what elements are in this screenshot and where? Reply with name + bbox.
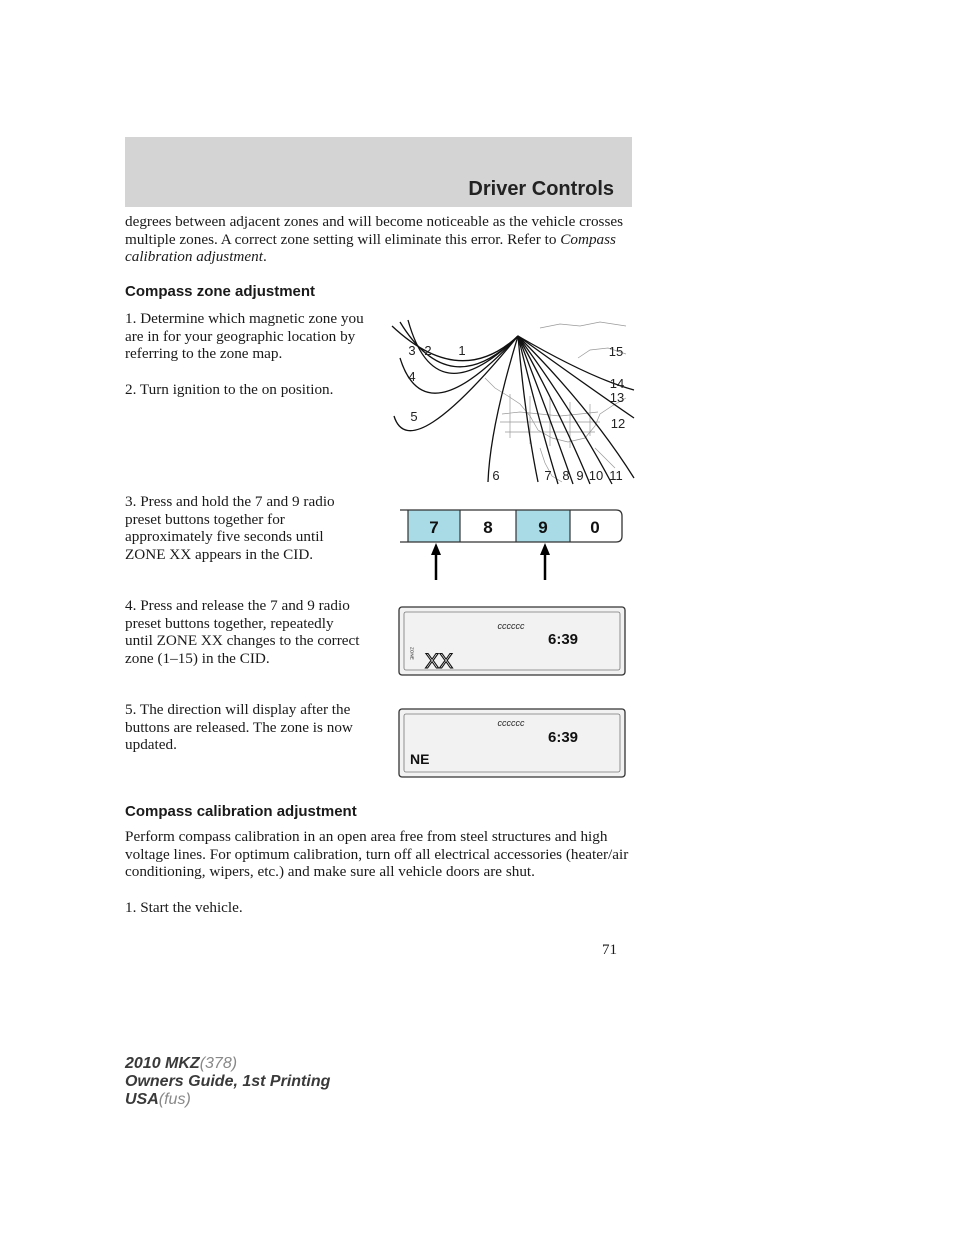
zone-label-1: 1 xyxy=(458,343,466,358)
cid-zone-value: XX xyxy=(425,650,454,673)
zone-label-14: 14 xyxy=(609,376,625,391)
arrow-up-icon xyxy=(431,543,441,580)
zone-label-3: 3 xyxy=(408,343,416,358)
preset-button-0: 0 xyxy=(590,518,600,537)
preset-button-8: 8 xyxy=(483,518,493,537)
cid-time: 6:39 xyxy=(548,631,579,648)
intro-reference: Compass calibration adjustment xyxy=(125,230,616,266)
cid-indicator: cccccc xyxy=(497,621,525,631)
footer-guide: Owners Guide, 1st Printing xyxy=(125,1073,331,1090)
cid-zone-display xyxy=(398,606,626,676)
arrow-up-icon xyxy=(540,543,550,580)
preset-button-9: 9 xyxy=(538,518,548,537)
calibration-step-1: 1. Start the vehicle. xyxy=(125,899,243,916)
zone-label-6: 6 xyxy=(492,468,500,483)
step-2: 2. Turn ignition to the on position. xyxy=(125,381,334,398)
intro-paragraph: degrees between adjacent zones and will become noticeable as the vehicle crosses multiple zones. A correct zone setting will eliminate this error. Refer to Compass calibration adjustment. xyxy=(125,213,624,266)
cid-zone-vertical-label: ZONE xyxy=(409,647,415,660)
zone-label-10: 10 xyxy=(588,468,604,483)
zone-label-7: 7 xyxy=(544,468,552,483)
intro-text: degrees between adjacent zones and will become noticeable as the vehicle crosses multiple zones. A correct zone setting will eliminate this error. Refer to xyxy=(125,213,624,248)
step-3: 3. Press and hold the 7 and 9 radio preset buttons together for approximately five seconds until ZONE XX appears in the CID. xyxy=(125,493,335,563)
zone-label-2: 2 xyxy=(424,343,432,358)
zone-label-4: 4 xyxy=(408,369,416,384)
cid-direction-display xyxy=(398,708,626,778)
footer-market-code: (fus) xyxy=(158,1091,191,1108)
footer-model-code: (378) xyxy=(199,1055,238,1072)
preset-button-7: 7 xyxy=(429,518,439,537)
step-4: 4. Press and release the 7 and 9 radio preset buttons together, repeatedly until ZONE XX changes to the correct zone (1–15) in the CID. xyxy=(125,597,360,667)
zone-label-13: 13 xyxy=(609,390,625,405)
zone-label-9: 9 xyxy=(576,468,584,483)
cid-time: 6:39 xyxy=(548,729,579,746)
cid-direction-value: NE xyxy=(410,751,430,767)
zone-label-11: 11 xyxy=(609,468,623,483)
calibration-paragraph: Perform compass calibration in an open area free from steel structures and high voltage lines. For optimum calibration, turn off all electrical accessories (heater/air conditioning, wipers, etc.) and make sure all vehicle doors are shut. xyxy=(125,828,629,881)
footer-market: USA xyxy=(125,1091,159,1108)
zone-label-12: 12 xyxy=(610,416,626,431)
header-band xyxy=(125,137,632,207)
footer-model: 2010 MKZ xyxy=(125,1055,200,1072)
step-1: 1. Determine which magnetic zone you are in for your geographic location by referring to the zone map. xyxy=(125,310,364,363)
zone-label-8: 8 xyxy=(562,468,570,483)
footer xyxy=(125,1055,330,1109)
preset-buttons-diagram xyxy=(398,507,626,581)
zone-label-5: 5 xyxy=(410,409,418,424)
page-number: 71 xyxy=(602,942,617,958)
zone-map xyxy=(390,318,636,486)
section-title: Driver Controls xyxy=(468,178,614,200)
step-5: 5. The direction will display after the buttons are released. The zone is now updated. xyxy=(125,701,353,754)
zone-label-15: 15 xyxy=(608,344,624,359)
cid-indicator: cccccc xyxy=(497,718,525,728)
calibration-heading: Compass calibration adjustment xyxy=(125,803,357,820)
zone-adjustment-heading: Compass zone adjustment xyxy=(125,283,316,300)
